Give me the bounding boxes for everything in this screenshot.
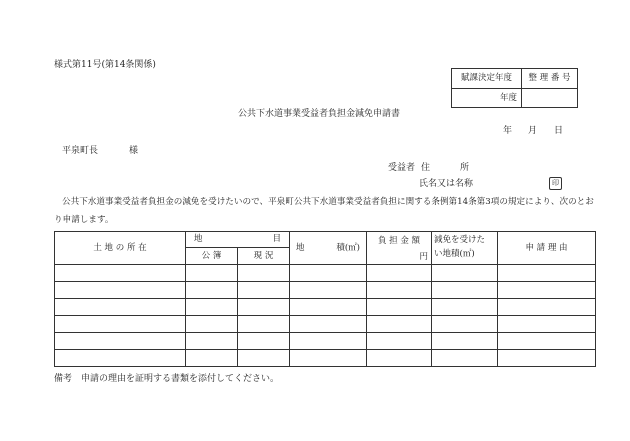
date-year: 年 (503, 126, 513, 136)
address-label: 住 (421, 163, 431, 173)
year-cell: 年度 (452, 89, 522, 108)
table-row (55, 265, 596, 282)
levy-year-header: 賦課決定年度 (452, 69, 522, 89)
document-title: 公共下水道事業受益者負担金減免申請書 (238, 109, 401, 119)
serial-number-header: 整 理 番 号 (522, 69, 578, 89)
address-label-2: 所 (460, 163, 470, 173)
note: 備考 申請の理由を証明する書類を添付してください。 (54, 374, 280, 384)
col-reason: 申 請 理 由 (498, 232, 596, 265)
body-line-2: り申請します。 (54, 215, 114, 225)
col-kobo: 公 簿 (186, 248, 238, 265)
table-row (55, 316, 596, 333)
date-day: 日 (554, 126, 564, 136)
form-number: 様式第11号(第14条関係) (54, 60, 156, 70)
beneficiary-label: 受益者 (388, 163, 416, 173)
addressee: 平泉町長 (62, 146, 99, 156)
table-row (55, 333, 596, 350)
table-row (55, 299, 596, 316)
col-location: 土 地 の 所 在 (55, 232, 186, 265)
seal-mark: 印 (549, 177, 562, 190)
fiscal-year-box (451, 68, 578, 108)
honorific: 様 (129, 146, 139, 156)
col-genkyo: 現 況 (238, 248, 290, 265)
col-amount: 負 担 金 額 円 (367, 232, 432, 265)
name-label: 氏名又は名称 (419, 179, 474, 189)
col-exempt-area: 減免を受けた い地積(㎡) (432, 232, 498, 265)
col-area: 地 積(㎡) (290, 232, 367, 265)
table-row (55, 282, 596, 299)
date-month: 月 (528, 126, 538, 136)
body-line-1: 公共下水道事業受益者負担金の減免を受けたいので、平泉町公共下水道事業受益者負担に関する条例第14条第3項の規定により、次のとお (62, 197, 594, 207)
col-chimoku: 地 目 (186, 232, 290, 248)
land-table (54, 231, 596, 367)
serial-number-cell (522, 89, 578, 108)
table-row (55, 350, 596, 367)
